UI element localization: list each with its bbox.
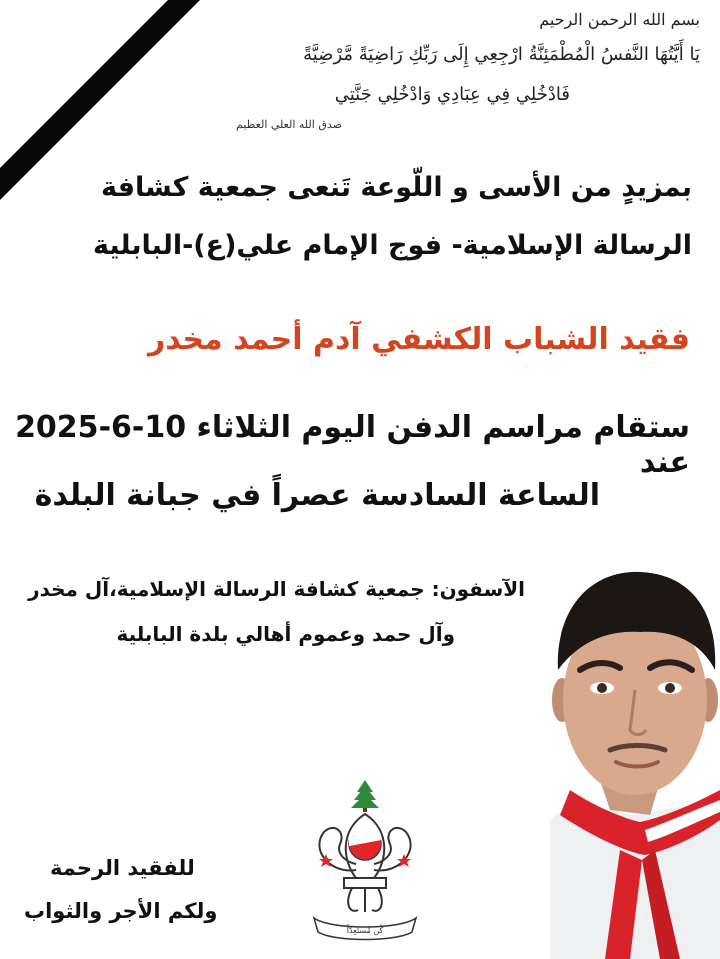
quran-closing: صدق الله العلي العظيم	[236, 118, 342, 131]
deceased-photo	[550, 560, 720, 959]
quran-verse-line1: يَا أَيَّتُهَا النَّفسُ الْمُطْمَئِنَّةُ ارْجِعِي إِلَى رَبِّكِ رَاضِيَةً مَّرْضِيَّةً	[303, 44, 700, 65]
mourning-band	[0, 0, 200, 200]
scout-emblem-icon	[300, 770, 430, 950]
quran-verse-line2: فَادْخُلِي فِي عِبَادِي وَادْخُلِي جَنَّتِي	[334, 84, 570, 105]
closing-line2: ولكم الأجر والثواب	[24, 899, 218, 923]
deceased-name: فقيد الشباب الكشفي آدم أحمد مخدر	[147, 322, 690, 357]
closing-line1: للفقيد الرحمة	[50, 856, 195, 880]
mourners-line1: الآسفون: جمعية كشافة الرسالة الإسلامية،آل مخدر	[28, 577, 525, 601]
portrait-illustration	[550, 560, 720, 959]
announcement-line1: بمزيدٍ من الأسى و اللّوعة تَنعى جمعية كشافة	[100, 172, 692, 203]
funeral-line2: الساعة السادسة عصراً في جبانة البلدة	[34, 478, 600, 513]
mourners-line2: وآل حمد وعموم أهالي بلدة البابلية	[116, 622, 455, 646]
cedar-icon	[351, 780, 379, 812]
emblem-motto: كُن مُستَعِدّاً	[346, 926, 384, 935]
funeral-line1: ستقام مراسم الدفن اليوم الثلاثاء 10-6-2025 عند	[15, 410, 690, 480]
basmala: بسم الله الرحمن الرحيم	[539, 10, 700, 29]
announcement-line2: الرسالة الإسلامية- فوج الإمام علي(ع)-البابلية	[92, 230, 692, 261]
